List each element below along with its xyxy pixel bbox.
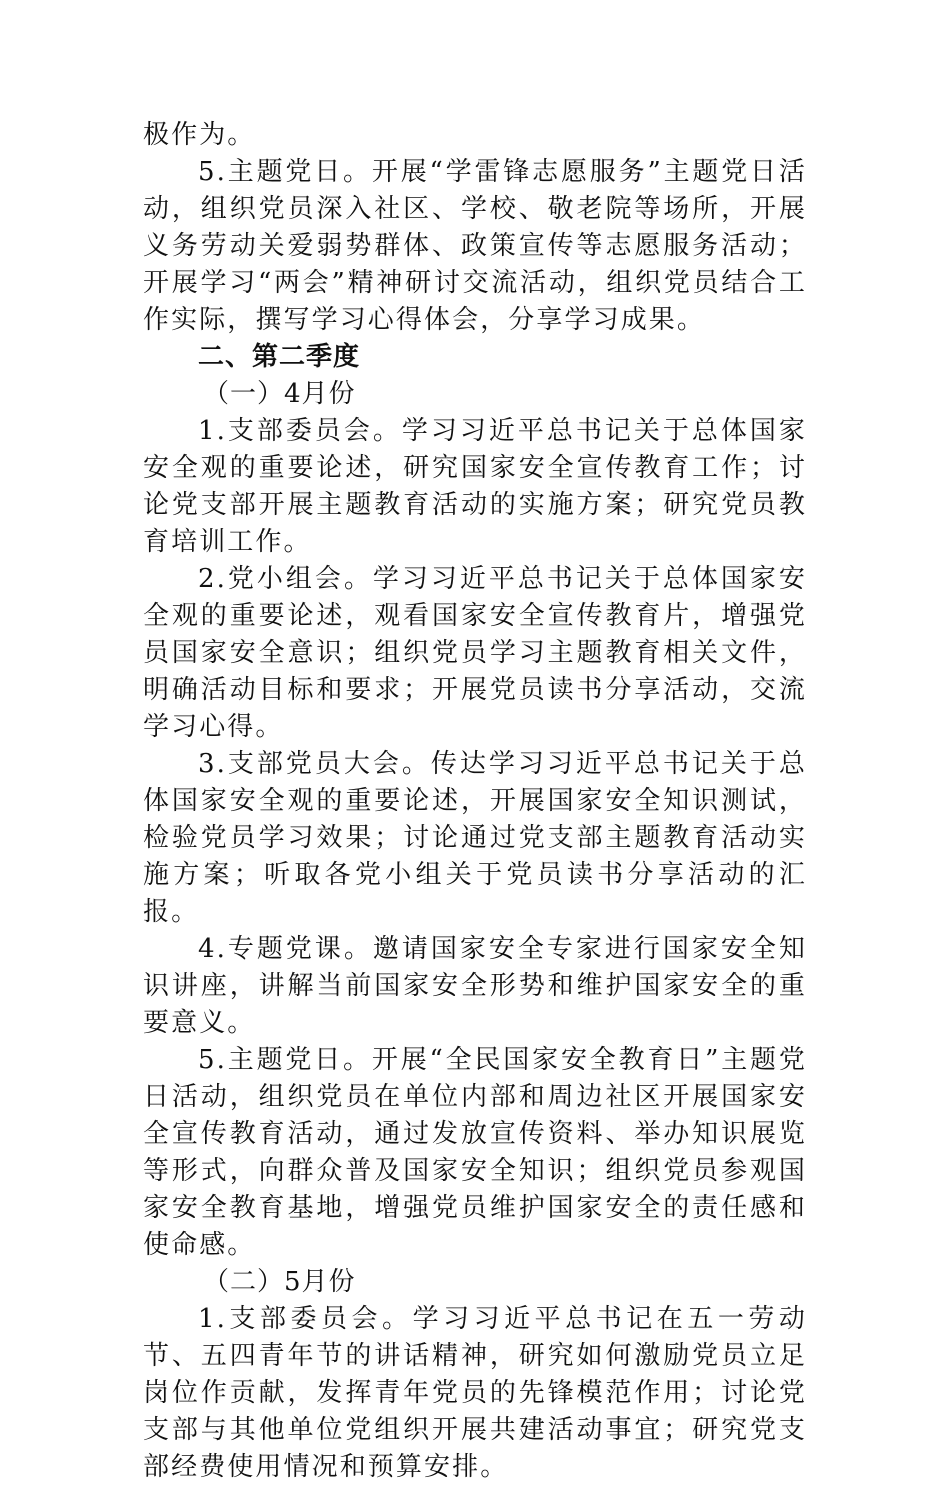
paragraph-april-item-1: 1.支部委员会。学习习近平总书记关于总体国家安全观的重要论述，研究国家安全宣传教育工作；讨论党支部开展主题教育活动的实施方案；研究党员教育培训工作。 — [143, 416, 807, 557]
paragraph-q1-item-5: 5.主题党日。开展“学雷锋志愿服务”主题党日活动，组织党员深入社区、学校、敬老院等场所，开展义务劳动关爱弱势群体、政策宣传等志愿服务活动；开展学习“两会”精神研讨交流活动，组织党员结合工作实际，撰写学习心得体会，分享学习成果。 — [143, 157, 807, 335]
paragraph-april-item-5: 5.主题党日。开展“全民国家安全教育日”主题党日活动，组织党员在单位内部和周边社区开展国家安全宣传教育活动，通过发放宣传资料、举办知识展览等形式，向群众普及国家安全知识；组织党员参观国家安全教育基地，增强党员维护国家安全的责任感和使命感。 — [143, 1045, 807, 1260]
paragraph-april-item-4: 4.专题党课。邀请国家安全专家进行国家安全知识讲座，讲解当前国家安全形势和维护国家安全的重要意义。 — [143, 934, 807, 1038]
paragraph-april-item-2: 2.党小组会。学习习近平总书记关于总体国家安全观的重要论述，观看国家安全宣传教育片，增强党员国家安全意识；组织党员学习主题教育相关文件，明确活动目标和要求；开展党员读书分享活动，交流学习心得。 — [143, 564, 807, 742]
subheading-april: （一）4月份 — [203, 379, 356, 409]
section-heading-q2: 二、第二季度 — [198, 342, 361, 372]
subheading-may: （二）5月份 — [203, 1267, 356, 1297]
paragraph-continuation: 极作为。 — [143, 120, 256, 150]
document-body — [143, 117, 807, 1486]
paragraph-april-item-3: 3.支部党员大会。传达学习习近平总书记关于总体国家安全观的重要论述，开展国家安全知识测试，检验党员学习效果；讨论通过党支部主题教育活动实施方案；听取各党小组关于党员读书分享活动的汇报。 — [143, 749, 807, 927]
paragraph-may-item-1: 1.支部委员会。学习习近平总书记在五一劳动节、五四青年节的讲话精神，研究如何激励党员立足岗位作贡献，发挥青年党员的先锋模范作用；讨论党支部与其他单位党组织开展共建活动事宜；研究党支部经费使用情况和预算安排。 — [143, 1304, 807, 1482]
